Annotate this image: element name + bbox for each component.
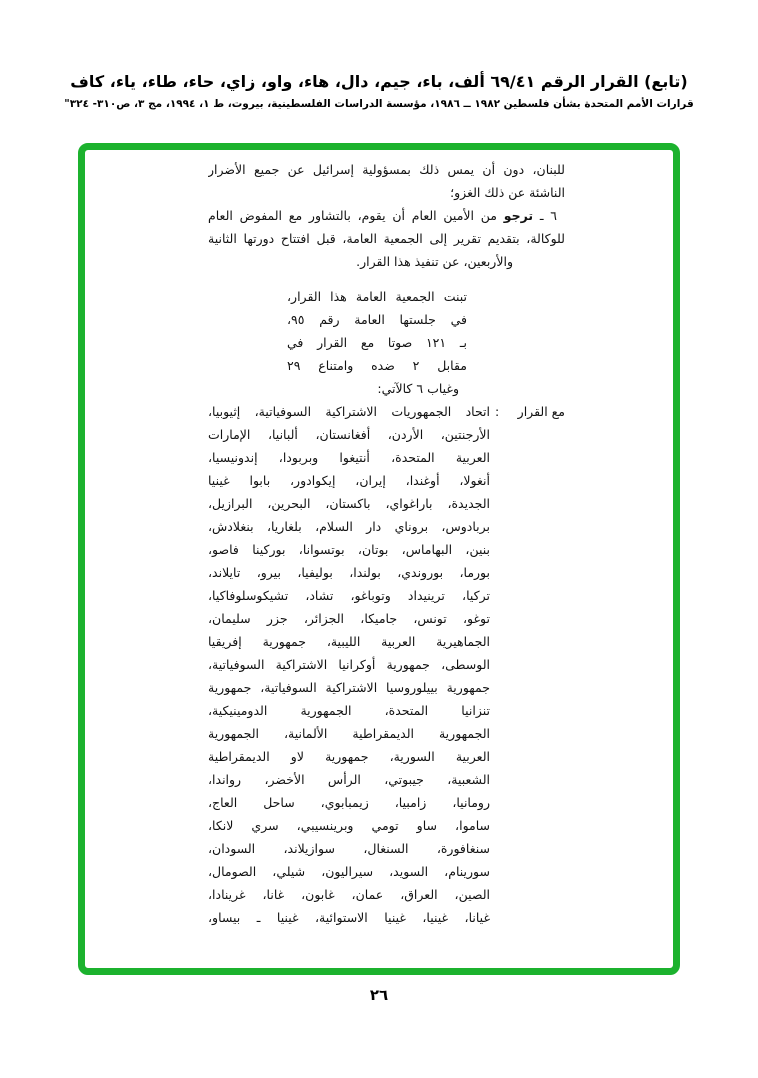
text-line: تنزانيا المتحدة، الجمهورية الدومينيكية، <box>208 703 490 718</box>
text-line: أنغولا، أوغندا، إيران، إيكوادور، بابوا غينيا <box>208 473 490 488</box>
continuation-paragraph <box>208 158 565 204</box>
text-line: بورما، بوروندي، بولندا، بوليفيا، بيرو، تايلاند، <box>208 565 490 580</box>
text-line: الناشئة عن ذلك الغزو؛ <box>450 185 565 200</box>
text-line: وغياب ٦ كالآتي: <box>377 381 459 396</box>
vote-label <box>495 400 565 423</box>
clause-text: من الأمين العام أن يقوم، بالتشاور مع المفوض العام <box>208 208 497 223</box>
content-box <box>78 143 680 975</box>
text-line: تركيا، ترينيداد وتوباغو، تشاد، تشيكوسلوفاكيا، <box>208 588 490 603</box>
clause-6-paragraph <box>208 227 565 273</box>
vote-label-text: مع القرار <box>517 404 565 419</box>
text-line: الشعبية، جيبوتي، الرأس الأخضر، رواندا، <box>208 772 490 787</box>
text-line: الجمهورية الديمقراطية الألمانية، الجمهورية <box>208 726 490 741</box>
text-line: اتحاد الجمهوريات الاشتراكية السوفياتية، إثيوبيا، <box>208 404 490 419</box>
source-citation: قرارات الأمم المتحدة بشأن فلسطين ١٩٨٢ ــ ١٩٨٦، مؤسسة الدراسات الفلسطينية، بيروت، ط ١، ١٩٩٤، مج ٣، ص٣١٠- ٣٢٤" <box>64 98 694 110</box>
text-line: الجماهيرية العربية الليبية، جمهورية إفريقيا <box>208 634 490 649</box>
text-line: العربية السورية، جمهورية لاو الديمقراطية <box>208 749 490 764</box>
body-text <box>208 158 565 929</box>
clause-number: ٦ ـ <box>539 208 557 223</box>
text-line: الوسطى، جمهورية أوكرانيا الاشتراكية السوفياتية، <box>208 657 490 672</box>
text-line: تبنت الجمعية العامة هذا القرار، <box>287 289 467 304</box>
text-line: الأرجنتين، الأردن، أفغانستان، ألبانيا، الإمارات <box>208 427 490 442</box>
resolution-title: (تابع) القرار الرقم ٦٩/٤١ ألف، باء، جيم، دال، هاء، واو، زاي، حاء، طاء، ياء، كاف <box>70 72 688 91</box>
text-line: للوكالة، بتقديم تقرير إلى الجمعية العامة، قبل افتتاح دورتها الثانية <box>208 231 565 246</box>
text-line: مقابل ٢ ضده وامتناع ٢٩ <box>287 358 467 373</box>
adoption-note <box>287 285 467 400</box>
text-line: بربادوس، بروناي دار السلام، بلغاريا، بنغلادش، <box>208 519 490 534</box>
page-number: ٢٦ <box>369 986 389 1004</box>
text-line: جمهورية بييلوروسيا الاشتراكية السوفياتية، جمهورية <box>208 680 490 695</box>
text-line: رومانيا، زامبيا، زيمبابوي، ساحل العاج، <box>208 795 490 810</box>
text-line: في جلستها العامة رقم ٩٥، <box>287 312 467 327</box>
text-line: بنين، البهاماس، بوتان، بوتسوانا، بوركينا فاصو، <box>208 542 490 557</box>
text-line: ساموا، ساو تومي وبرينسيبي، سري لانكا، <box>208 818 490 833</box>
text-line: غيانا، غينيا، غينيا الاستوائية، غينيا ـ بيساو، <box>208 910 490 925</box>
text-line: بـ ١٢١ صوتا مع القرار في <box>287 335 467 350</box>
text-line: توغو، تونس، جاميكا، الجزائر، جزر سليمان، <box>208 611 490 626</box>
text-line: الجديدة، باراغواي، باكستان، البحرين، البرازيل، <box>208 496 490 511</box>
text-line: الصين، العراق، عمان، غابون، غانا، غرينادا، <box>208 887 490 902</box>
text-line: سنغافورة، السنغال، سوازيلاند، السودان، <box>208 841 490 856</box>
clause-verb: ترجو <box>503 208 534 223</box>
text-line: العربية المتحدة، أنتيغوا وبربودا، إندونيسيا، <box>208 450 490 465</box>
vote-record <box>208 400 565 929</box>
text-line: سورينام، السويد، سيراليون، شيلي، الصومال، <box>208 864 490 879</box>
vote-label-colon: : <box>495 404 500 419</box>
clause-6-first-line <box>208 204 565 227</box>
text-line: والأربعين، عن تنفيذ هذا القرار. <box>356 254 513 269</box>
page-header <box>0 72 758 110</box>
text-line: للبنان، دون أن يمس ذلك بمسؤولية إسرائيل عن جميع الأضرار <box>208 162 565 177</box>
